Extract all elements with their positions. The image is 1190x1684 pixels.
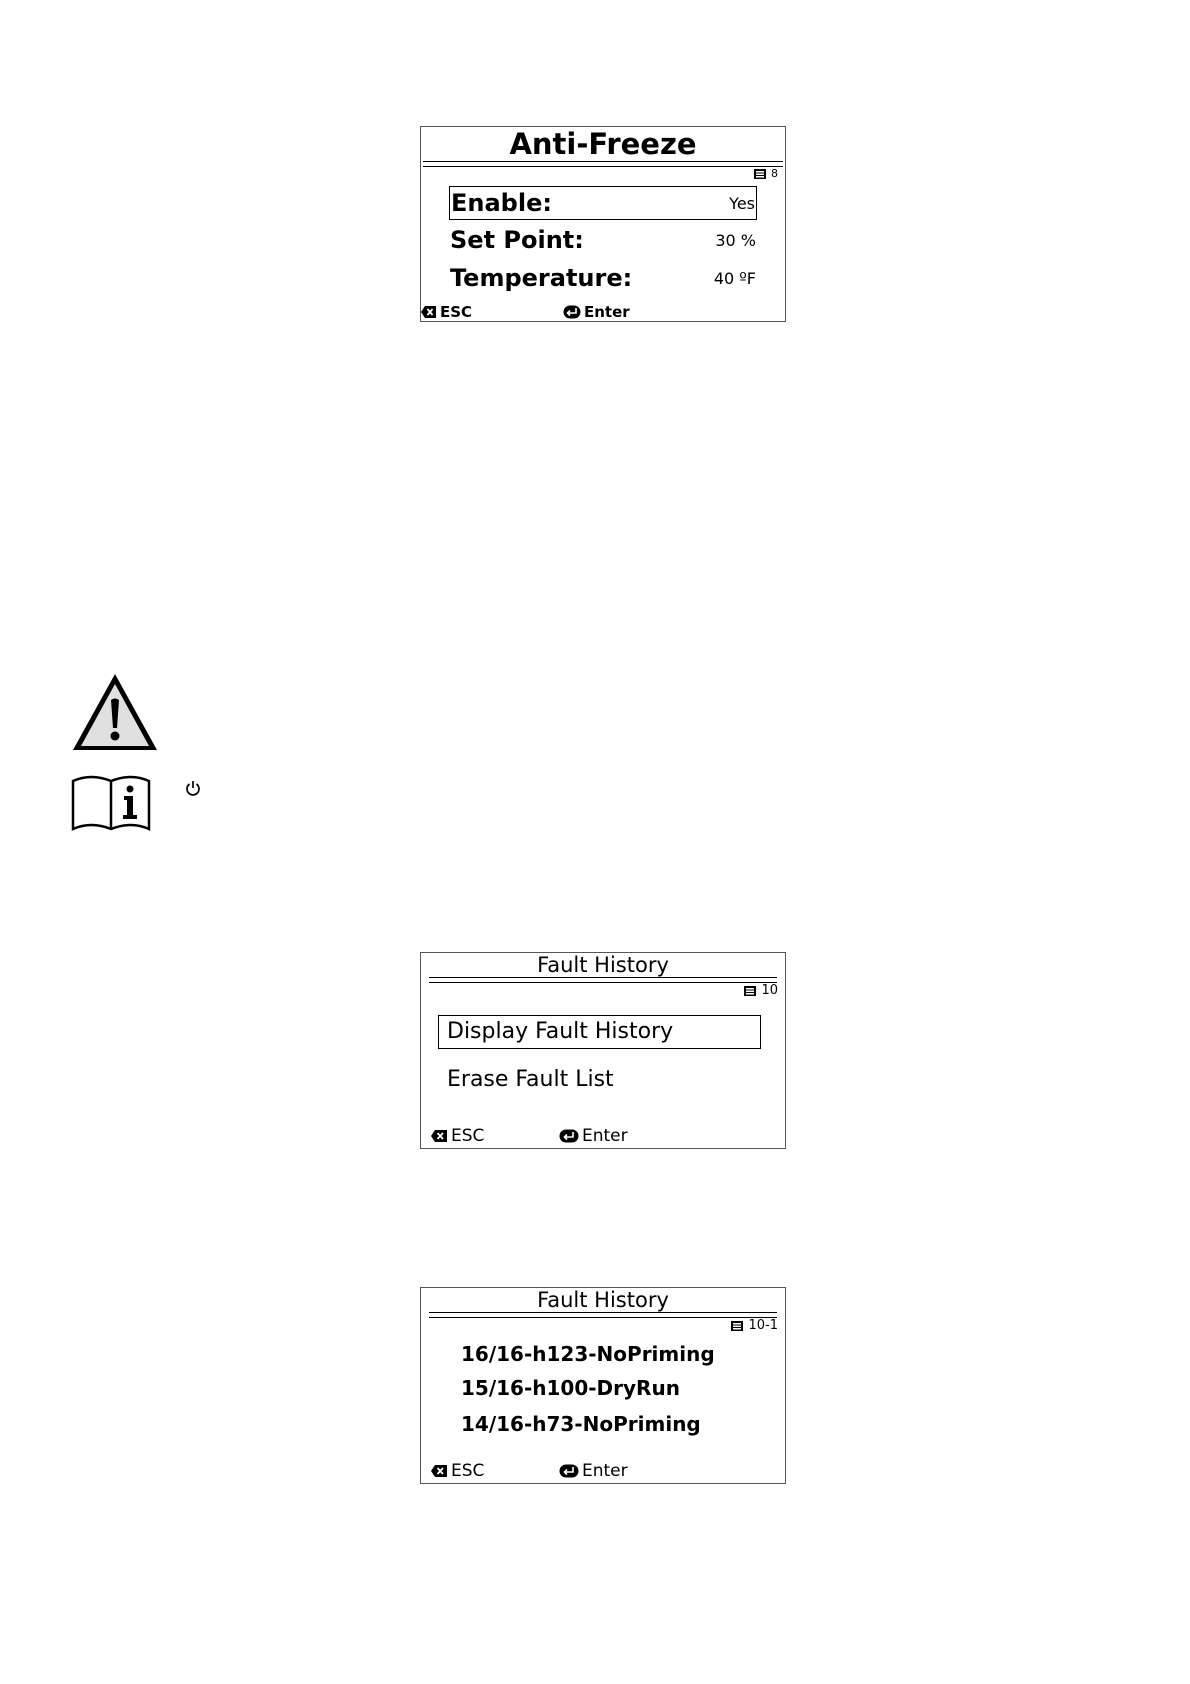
enable-label: Enable:	[451, 189, 552, 217]
esc-key-icon	[431, 1129, 448, 1143]
screen-title: Fault History	[537, 953, 669, 977]
esc-label: ESC	[451, 1461, 485, 1481]
enter-button[interactable]	[559, 1126, 628, 1146]
enter-label: Enter	[582, 1126, 628, 1146]
enter-key-icon	[559, 1129, 579, 1143]
page-number: 10-1	[748, 1318, 778, 1333]
esc-button[interactable]	[431, 1126, 484, 1146]
fault-entry[interactable]: 15/16-h100-DryRun	[461, 1376, 680, 1400]
enable-value: Yes	[729, 193, 755, 213]
page-indicator	[753, 167, 778, 180]
fault-entry[interactable]: 16/16-h123-NoPriming	[461, 1342, 715, 1366]
enter-key-icon	[563, 305, 581, 319]
temperature-label: Temperature:	[450, 264, 633, 292]
screen-title: Fault History	[537, 1288, 669, 1312]
manual-info-icon	[71, 773, 151, 833]
anti-freeze-screen	[420, 126, 786, 322]
page-number: 10	[761, 983, 778, 998]
temperature-value: 40 ºF	[713, 268, 756, 288]
title-divider	[423, 161, 783, 167]
screen-title: Anti-Freeze	[509, 127, 697, 161]
esc-button[interactable]	[431, 1461, 484, 1481]
fault-history-list-screen	[420, 1287, 786, 1484]
page-number: 8	[771, 167, 778, 180]
esc-label: ESC	[440, 303, 473, 321]
page-indicator	[730, 1318, 778, 1333]
menu-page-icon	[743, 985, 757, 997]
esc-key-icon	[421, 305, 437, 319]
warning-icon	[71, 672, 159, 752]
menu-page-icon	[730, 1320, 744, 1332]
esc-label: ESC	[451, 1126, 485, 1146]
title-divider	[429, 977, 777, 983]
display-fault-history-item[interactable]: Display Fault History	[438, 1015, 761, 1049]
esc-button[interactable]	[421, 303, 472, 321]
temperature-row[interactable]	[449, 261, 757, 295]
fault-history-menu-screen	[420, 952, 786, 1149]
set-point-row[interactable]	[449, 223, 757, 257]
enable-row[interactable]	[449, 186, 757, 220]
erase-fault-list-item[interactable]: Erase Fault List	[447, 1067, 614, 1092]
title-divider	[429, 1312, 777, 1318]
set-point-label: Set Point:	[450, 226, 584, 254]
power-icon	[185, 780, 201, 797]
enter-label: Enter	[582, 1461, 628, 1481]
page-indicator	[743, 983, 778, 998]
esc-key-icon	[431, 1464, 448, 1478]
set-point-value: 30 %	[715, 230, 756, 250]
fault-entry[interactable]: 14/16-h73-NoPriming	[461, 1412, 701, 1436]
enter-key-icon	[559, 1464, 579, 1478]
menu-page-icon	[753, 168, 767, 180]
enter-button[interactable]	[563, 303, 630, 321]
enter-label: Enter	[584, 303, 630, 321]
enter-button[interactable]	[559, 1461, 628, 1481]
